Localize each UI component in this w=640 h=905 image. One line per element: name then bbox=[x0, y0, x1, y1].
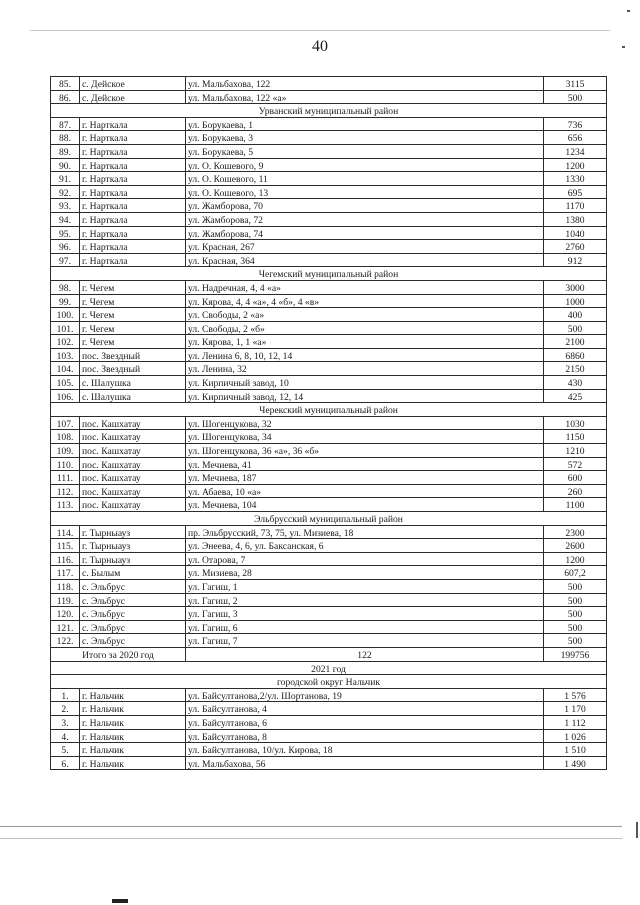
table-row bbox=[51, 90, 607, 104]
row-amount: 2150 bbox=[544, 362, 607, 376]
row-amount: 3000 bbox=[544, 280, 607, 294]
row-address: ул. Шогенцукова, 36 «а», 36 «б» bbox=[186, 444, 544, 458]
row-locality: с. Эльбрус bbox=[80, 593, 186, 607]
row-number: 120. bbox=[51, 607, 80, 621]
row-number: 115. bbox=[51, 539, 80, 553]
row-number: 95. bbox=[51, 226, 80, 240]
row-amount: 2600 bbox=[544, 539, 607, 553]
row-locality: пос. Кашхатау bbox=[80, 457, 186, 471]
row-amount: 1030 bbox=[544, 416, 607, 430]
row-amount: 1 170 bbox=[544, 702, 607, 716]
table-row bbox=[51, 376, 607, 390]
scan-artifact-bottom-line bbox=[0, 838, 622, 839]
row-number: 116. bbox=[51, 552, 80, 566]
table-row bbox=[51, 498, 607, 512]
row-amount: 912 bbox=[544, 253, 607, 267]
row-number: 94. bbox=[51, 212, 80, 226]
row-address: пр. Эльбрусский, 73, 75, ул. Мизиева, 18 bbox=[186, 525, 544, 539]
row-locality: г. Нальчик bbox=[80, 756, 186, 770]
section-row bbox=[51, 267, 607, 281]
row-number: 4. bbox=[51, 729, 80, 743]
row-number: 109. bbox=[51, 444, 80, 458]
total-amount: 199756 bbox=[544, 647, 607, 661]
row-locality: с. Шалушка bbox=[80, 389, 186, 403]
row-locality: г. Тырныауз bbox=[80, 525, 186, 539]
scan-artifact-top-line bbox=[30, 30, 610, 31]
section-row bbox=[51, 661, 607, 675]
row-locality: г. Нарткала bbox=[80, 172, 186, 186]
table-row bbox=[51, 362, 607, 376]
table-row bbox=[51, 457, 607, 471]
row-amount: 500 bbox=[544, 620, 607, 634]
row-locality: г. Чегем bbox=[80, 321, 186, 335]
table-row bbox=[51, 743, 607, 757]
row-amount: 2100 bbox=[544, 335, 607, 349]
table-row bbox=[51, 185, 607, 199]
table-row bbox=[51, 620, 607, 634]
table-row bbox=[51, 389, 607, 403]
table-row bbox=[51, 321, 607, 335]
row-locality: с. Дейское bbox=[80, 77, 186, 91]
section-heading-elbrus: Эльбрусский муниципальный район bbox=[51, 512, 607, 526]
row-amount: 2300 bbox=[544, 525, 607, 539]
row-amount: 260 bbox=[544, 484, 607, 498]
row-number: 86. bbox=[51, 90, 80, 104]
row-address: ул. Ленина 6, 8, 10, 12, 14 bbox=[186, 348, 544, 362]
row-amount: 430 bbox=[544, 376, 607, 390]
table-row bbox=[51, 729, 607, 743]
table-row bbox=[51, 688, 607, 702]
row-locality: г. Нарткала bbox=[80, 240, 186, 254]
table-row bbox=[51, 539, 607, 553]
row-locality: г. Нальчик bbox=[80, 688, 186, 702]
row-amount: 1000 bbox=[544, 294, 607, 308]
scan-artifact-mark bbox=[112, 899, 128, 903]
row-locality: г. Нарткала bbox=[80, 253, 186, 267]
row-address: ул. Энеева, 4, 6, ул. Баксанская, 6 bbox=[186, 539, 544, 553]
row-locality: пос. Звездный bbox=[80, 362, 186, 376]
row-locality: г. Тырныауз bbox=[80, 552, 186, 566]
row-address: ул. Шогенцукова, 32 bbox=[186, 416, 544, 430]
row-amount: 1210 bbox=[544, 444, 607, 458]
row-number: 96. bbox=[51, 240, 80, 254]
row-number: 119. bbox=[51, 593, 80, 607]
table-row bbox=[51, 172, 607, 186]
row-amount: 1234 bbox=[544, 144, 607, 158]
row-address: ул. Гагиш, 6 bbox=[186, 620, 544, 634]
row-number: 117. bbox=[51, 566, 80, 580]
row-number: 89. bbox=[51, 144, 80, 158]
row-locality: г. Чегем bbox=[80, 308, 186, 322]
row-address: ул. Кярова, 4, 4 «а», 4 «б», 4 «в» bbox=[186, 294, 544, 308]
table-row bbox=[51, 144, 607, 158]
table-row bbox=[51, 308, 607, 322]
scan-artifact-bottom-line bbox=[0, 826, 622, 827]
row-address: ул. Байсултанова,2/ул. Шортанова, 19 bbox=[186, 688, 544, 702]
row-address: ул. Свободы, 2 «а» bbox=[186, 308, 544, 322]
row-number: 6. bbox=[51, 756, 80, 770]
row-amount: 3115 bbox=[544, 77, 607, 91]
row-address: ул. О. Кошевого, 9 bbox=[186, 158, 544, 172]
row-locality: пос. Кашхатау bbox=[80, 484, 186, 498]
table-row bbox=[51, 253, 607, 267]
table-row bbox=[51, 593, 607, 607]
row-locality: г. Чегем bbox=[80, 335, 186, 349]
section-row bbox=[51, 104, 607, 118]
table-row bbox=[51, 335, 607, 349]
row-amount: 607,2 bbox=[544, 566, 607, 580]
row-amount: 400 bbox=[544, 308, 607, 322]
row-address: ул. Свободы, 2 «б» bbox=[186, 321, 544, 335]
row-address: ул. Жамборова, 74 bbox=[186, 226, 544, 240]
row-number: 97. bbox=[51, 253, 80, 267]
total-label: Итого за 2020 год bbox=[51, 647, 186, 661]
row-amount: 1040 bbox=[544, 226, 607, 240]
table-row bbox=[51, 131, 607, 145]
row-amount: 500 bbox=[544, 90, 607, 104]
row-amount: 500 bbox=[544, 607, 607, 621]
table-row bbox=[51, 634, 607, 648]
row-amount: 1200 bbox=[544, 552, 607, 566]
row-address: ул. Мечиева, 187 bbox=[186, 471, 544, 485]
row-address: ул. Кирпичный завод, 10 bbox=[186, 376, 544, 390]
row-address: ул. Байсултанова, 10/ул. Кирова, 18 bbox=[186, 743, 544, 757]
section-heading-urvan: Урванский муниципальный район bbox=[51, 104, 607, 118]
row-address: ул. Красная, 364 bbox=[186, 253, 544, 267]
row-number: 93. bbox=[51, 199, 80, 213]
row-amount: 1380 bbox=[544, 212, 607, 226]
table-row bbox=[51, 416, 607, 430]
table-row bbox=[51, 226, 607, 240]
row-locality: с. Эльбрус bbox=[80, 607, 186, 621]
row-locality: пос. Кашхатау bbox=[80, 416, 186, 430]
row-number: 91. bbox=[51, 172, 80, 186]
row-amount: 656 bbox=[544, 131, 607, 145]
table-row bbox=[51, 199, 607, 213]
row-locality: пос. Кашхатау bbox=[80, 444, 186, 458]
row-amount: 1 510 bbox=[544, 743, 607, 757]
row-locality: с. Шалушка bbox=[80, 376, 186, 390]
table-row bbox=[51, 430, 607, 444]
row-amount: 500 bbox=[544, 321, 607, 335]
scan-artifact-dot bbox=[627, 10, 630, 12]
row-address: ул. Мизиева, 28 bbox=[186, 566, 544, 580]
row-address: ул. Мечиева, 41 bbox=[186, 457, 544, 471]
row-address: ул. Байсултанова, 4 bbox=[186, 702, 544, 716]
row-number: 85. bbox=[51, 77, 80, 91]
row-number: 102. bbox=[51, 335, 80, 349]
row-locality: г. Нарткала bbox=[80, 212, 186, 226]
table-row bbox=[51, 117, 607, 131]
table-row bbox=[51, 280, 607, 294]
table-row bbox=[51, 240, 607, 254]
row-number: 87. bbox=[51, 117, 80, 131]
row-address: ул. Мальбахова, 122 bbox=[186, 77, 544, 91]
row-address: ул. Гагиш, 1 bbox=[186, 579, 544, 593]
table-row bbox=[51, 158, 607, 172]
row-number: 113. bbox=[51, 498, 80, 512]
row-number: 3. bbox=[51, 715, 80, 729]
section-row bbox=[51, 512, 607, 526]
row-number: 98. bbox=[51, 280, 80, 294]
section-heading-nalchik: городской округ Нальчик bbox=[51, 675, 607, 689]
row-address: ул. О. Кошевого, 11 bbox=[186, 172, 544, 186]
table-row bbox=[51, 579, 607, 593]
row-address: ул. Байсултанова, 6 bbox=[186, 715, 544, 729]
row-amount: 1 490 bbox=[544, 756, 607, 770]
row-address: ул. Гагиш, 2 bbox=[186, 593, 544, 607]
row-locality: г. Нальчик bbox=[80, 743, 186, 757]
row-locality: г. Нарткала bbox=[80, 226, 186, 240]
row-locality: пос. Кашхатау bbox=[80, 430, 186, 444]
row-locality: с. Эльбрус bbox=[80, 579, 186, 593]
page-number: 40 bbox=[312, 38, 328, 55]
row-amount: 2760 bbox=[544, 240, 607, 254]
row-locality: г. Тырныауз bbox=[80, 539, 186, 553]
table-row bbox=[51, 715, 607, 729]
row-amount: 600 bbox=[544, 471, 607, 485]
row-locality: с. Дейское bbox=[80, 90, 186, 104]
scan-artifact-dot bbox=[636, 822, 638, 838]
row-locality: с. Эльбрус bbox=[80, 620, 186, 634]
table-row bbox=[51, 444, 607, 458]
table-row bbox=[51, 702, 607, 716]
row-amount: 1 112 bbox=[544, 715, 607, 729]
table-row bbox=[51, 212, 607, 226]
row-number: 121. bbox=[51, 620, 80, 634]
row-number: 104. bbox=[51, 362, 80, 376]
section-row bbox=[51, 675, 607, 689]
row-address: ул. Шогенцукова, 34 bbox=[186, 430, 544, 444]
row-number: 103. bbox=[51, 348, 80, 362]
row-locality: с. Эльбрус bbox=[80, 634, 186, 648]
row-number: 122. bbox=[51, 634, 80, 648]
row-number: 99. bbox=[51, 294, 80, 308]
row-address: ул. Борукаева, 1 bbox=[186, 117, 544, 131]
row-locality: г. Чегем bbox=[80, 294, 186, 308]
row-amount: 1170 bbox=[544, 199, 607, 213]
row-locality: г. Нарткала bbox=[80, 158, 186, 172]
row-number: 2. bbox=[51, 702, 80, 716]
row-amount: 695 bbox=[544, 185, 607, 199]
row-address: ул. Ленина, 32 bbox=[186, 362, 544, 376]
total-count: 122 bbox=[186, 647, 544, 661]
table-row bbox=[51, 552, 607, 566]
row-locality: г. Нальчик bbox=[80, 729, 186, 743]
table-row bbox=[51, 77, 607, 91]
row-address: ул. Отарова, 7 bbox=[186, 552, 544, 566]
row-address: ул. Надречная, 4, 4 «а» bbox=[186, 280, 544, 294]
table-row bbox=[51, 525, 607, 539]
row-number: 111. bbox=[51, 471, 80, 485]
total-row bbox=[51, 647, 607, 661]
row-number: 114. bbox=[51, 525, 80, 539]
row-locality: г. Нальчик bbox=[80, 702, 186, 716]
row-amount: 1330 bbox=[544, 172, 607, 186]
row-address: ул. Мальбахова, 56 bbox=[186, 756, 544, 770]
row-number: 110. bbox=[51, 457, 80, 471]
row-address: ул. Байсултанова, 8 bbox=[186, 729, 544, 743]
row-amount: 500 bbox=[544, 579, 607, 593]
table-row bbox=[51, 607, 607, 621]
row-address: ул. Борукаева, 3 bbox=[186, 131, 544, 145]
row-number: 92. bbox=[51, 185, 80, 199]
row-number: 5. bbox=[51, 743, 80, 757]
row-address: ул. Абаева, 10 «а» bbox=[186, 484, 544, 498]
section-heading-chegem: Чегемский муниципальный район bbox=[51, 267, 607, 281]
table-row bbox=[51, 294, 607, 308]
registry-table bbox=[50, 76, 607, 770]
row-address: ул. Гагиш, 3 bbox=[186, 607, 544, 621]
table-row bbox=[51, 484, 607, 498]
row-amount: 1200 bbox=[544, 158, 607, 172]
row-locality: пос. Кашхатау bbox=[80, 498, 186, 512]
row-locality: г. Нарткала bbox=[80, 199, 186, 213]
row-number: 106. bbox=[51, 389, 80, 403]
row-amount: 1 026 bbox=[544, 729, 607, 743]
row-locality: г. Нарткала bbox=[80, 131, 186, 145]
row-number: 88. bbox=[51, 131, 80, 145]
table-row bbox=[51, 471, 607, 485]
row-locality: пос. Кашхатау bbox=[80, 471, 186, 485]
section-heading-cherek: Черекский муниципальный район bbox=[51, 403, 607, 417]
row-amount: 1150 bbox=[544, 430, 607, 444]
row-amount: 1 576 bbox=[544, 688, 607, 702]
row-number: 1. bbox=[51, 688, 80, 702]
row-address: ул. О. Кошевого, 13 bbox=[186, 185, 544, 199]
row-number: 108. bbox=[51, 430, 80, 444]
row-address: ул. Мальбахова, 122 «а» bbox=[186, 90, 544, 104]
row-number: 101. bbox=[51, 321, 80, 335]
row-amount: 6860 bbox=[544, 348, 607, 362]
row-amount: 425 bbox=[544, 389, 607, 403]
row-amount: 500 bbox=[544, 634, 607, 648]
table-row bbox=[51, 348, 607, 362]
row-address: ул. Кирпичный завод, 12, 14 bbox=[186, 389, 544, 403]
row-number: 107. bbox=[51, 416, 80, 430]
row-number: 105. bbox=[51, 376, 80, 390]
row-amount: 736 bbox=[544, 117, 607, 131]
row-number: 90. bbox=[51, 158, 80, 172]
row-address: ул. Гагиш, 7 bbox=[186, 634, 544, 648]
row-address: ул. Красная, 267 bbox=[186, 240, 544, 254]
section-row bbox=[51, 403, 607, 417]
row-amount: 1100 bbox=[544, 498, 607, 512]
row-amount: 572 bbox=[544, 457, 607, 471]
row-locality: с. Былым bbox=[80, 566, 186, 580]
row-address: ул. Жамборова, 72 bbox=[186, 212, 544, 226]
row-amount: 500 bbox=[544, 593, 607, 607]
row-locality: пос. Звездный bbox=[80, 348, 186, 362]
row-locality: г. Нарткала bbox=[80, 144, 186, 158]
row-locality: г. Чегем bbox=[80, 280, 186, 294]
row-address: ул. Кярова, 1, 1 «а» bbox=[186, 335, 544, 349]
year-heading-2021: 2021 год bbox=[51, 661, 607, 675]
table-row bbox=[51, 566, 607, 580]
row-number: 118. bbox=[51, 579, 80, 593]
row-address: ул. Борукаева, 5 bbox=[186, 144, 544, 158]
row-number: 112. bbox=[51, 484, 80, 498]
row-locality: г. Нарткала bbox=[80, 117, 186, 131]
row-address: ул. Жамборова, 70 bbox=[186, 199, 544, 213]
row-address: ул. Мечиева, 104 bbox=[186, 498, 544, 512]
row-locality: г. Нальчик bbox=[80, 715, 186, 729]
row-number: 100. bbox=[51, 308, 80, 322]
row-locality: г. Нарткала bbox=[80, 185, 186, 199]
table-row bbox=[51, 756, 607, 770]
